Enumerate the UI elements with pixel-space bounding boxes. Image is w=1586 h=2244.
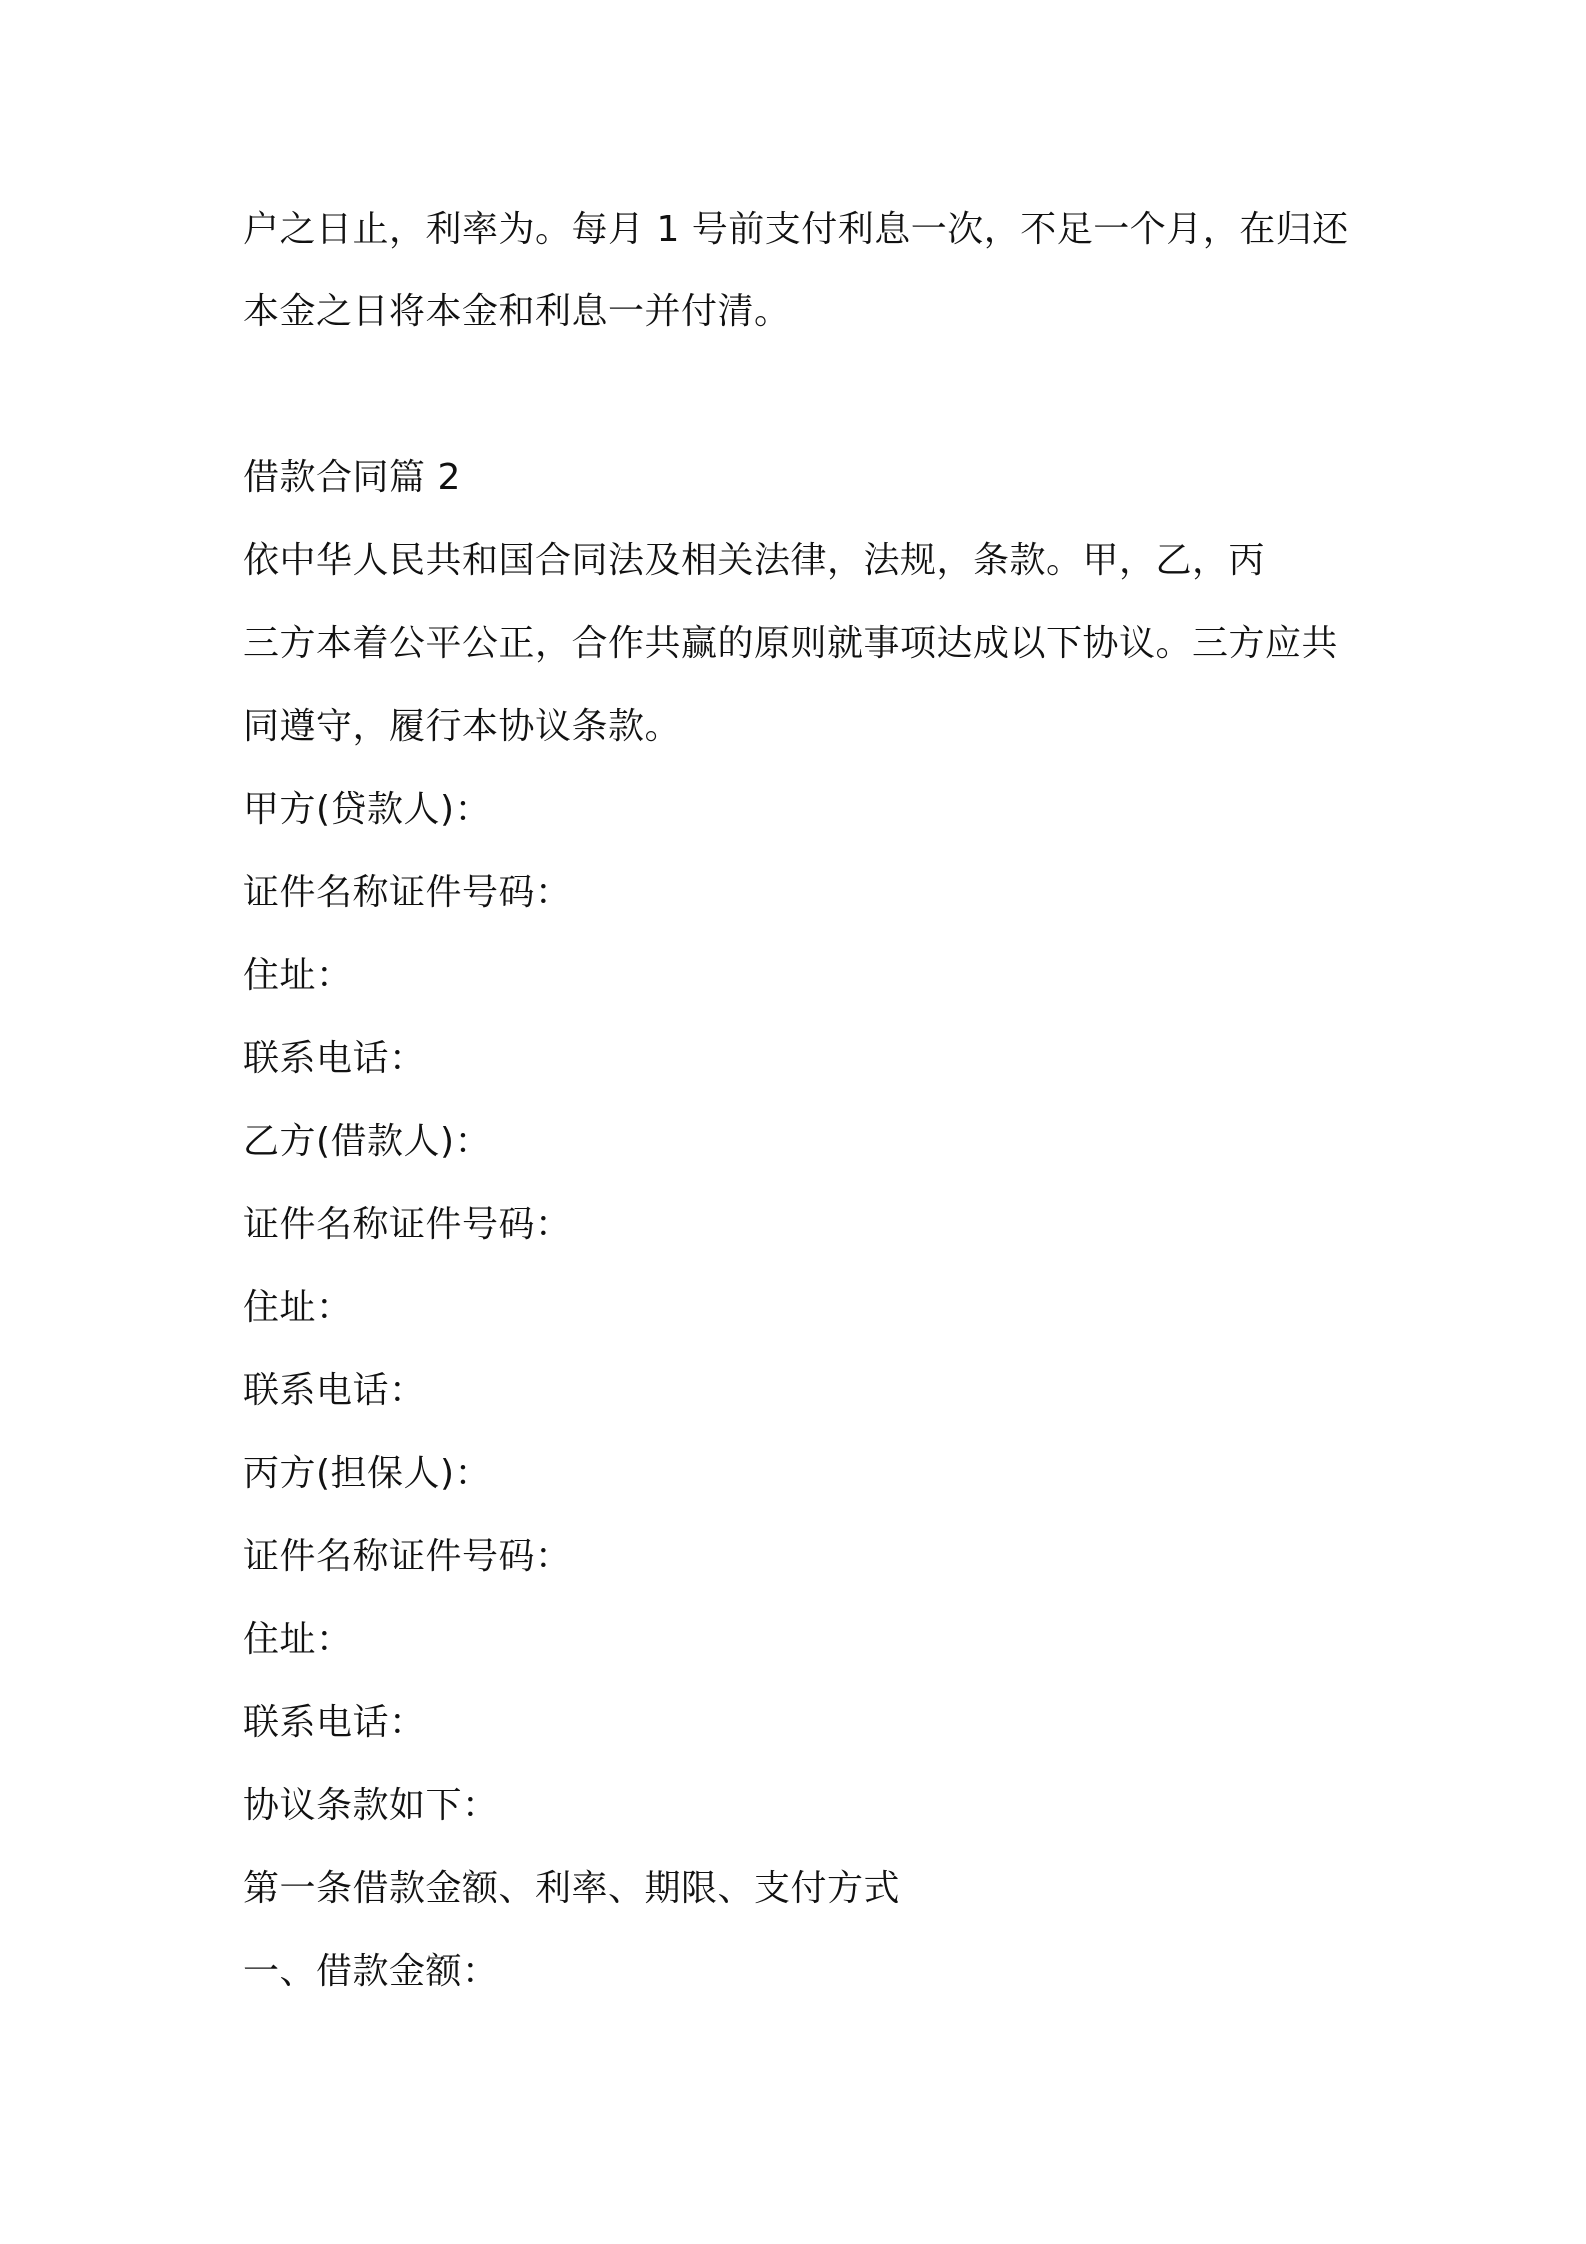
party-b-label: 乙方(借款人)： xyxy=(243,1121,492,1162)
party-c-phone-label: 联系电话： xyxy=(243,1702,426,1743)
loan-amount-label: 一、借款金额： xyxy=(243,1951,499,1992)
terms-intro: 协议条款如下： xyxy=(243,1785,499,1826)
party-c-address-label: 住址： xyxy=(243,1619,353,1660)
party-b-id-label: 证件名称证件号码： xyxy=(243,1204,572,1245)
party-b-address-label: 住址： xyxy=(243,1287,353,1328)
party-b-phone-label: 联系电话： xyxy=(243,1370,426,1411)
party-a-id-label: 证件名称证件号码： xyxy=(243,872,572,913)
party-a-label: 甲方(贷款人)： xyxy=(243,789,492,830)
paragraph-line: 依中华人民共和国合同法及相关法律，法规，条款。甲，乙，丙 xyxy=(243,540,1266,581)
article-one-heading: 第一条借款金额、利率、期限、支付方式 xyxy=(243,1868,901,1909)
section-heading: 借款合同篇 2 xyxy=(243,457,461,498)
paragraph-line: 本金之日将本金和利息一并付清。 xyxy=(243,291,791,332)
party-c-label: 丙方(担保人)： xyxy=(243,1453,492,1494)
party-a-address-label: 住址： xyxy=(243,955,353,996)
paragraph-line: 三方本着公平公正，合作共赢的原则就事项达成以下协议。三方应共 xyxy=(243,623,1339,664)
party-c-id-label: 证件名称证件号码： xyxy=(243,1536,572,1577)
party-a-phone-label: 联系电话： xyxy=(243,1038,426,1079)
paragraph-line: 同遵守，履行本协议条款。 xyxy=(243,706,682,747)
paragraph-line: 户之日止，利率为。每月 1 号前支付利息一次，不足一个月，在归还 xyxy=(243,209,1349,250)
